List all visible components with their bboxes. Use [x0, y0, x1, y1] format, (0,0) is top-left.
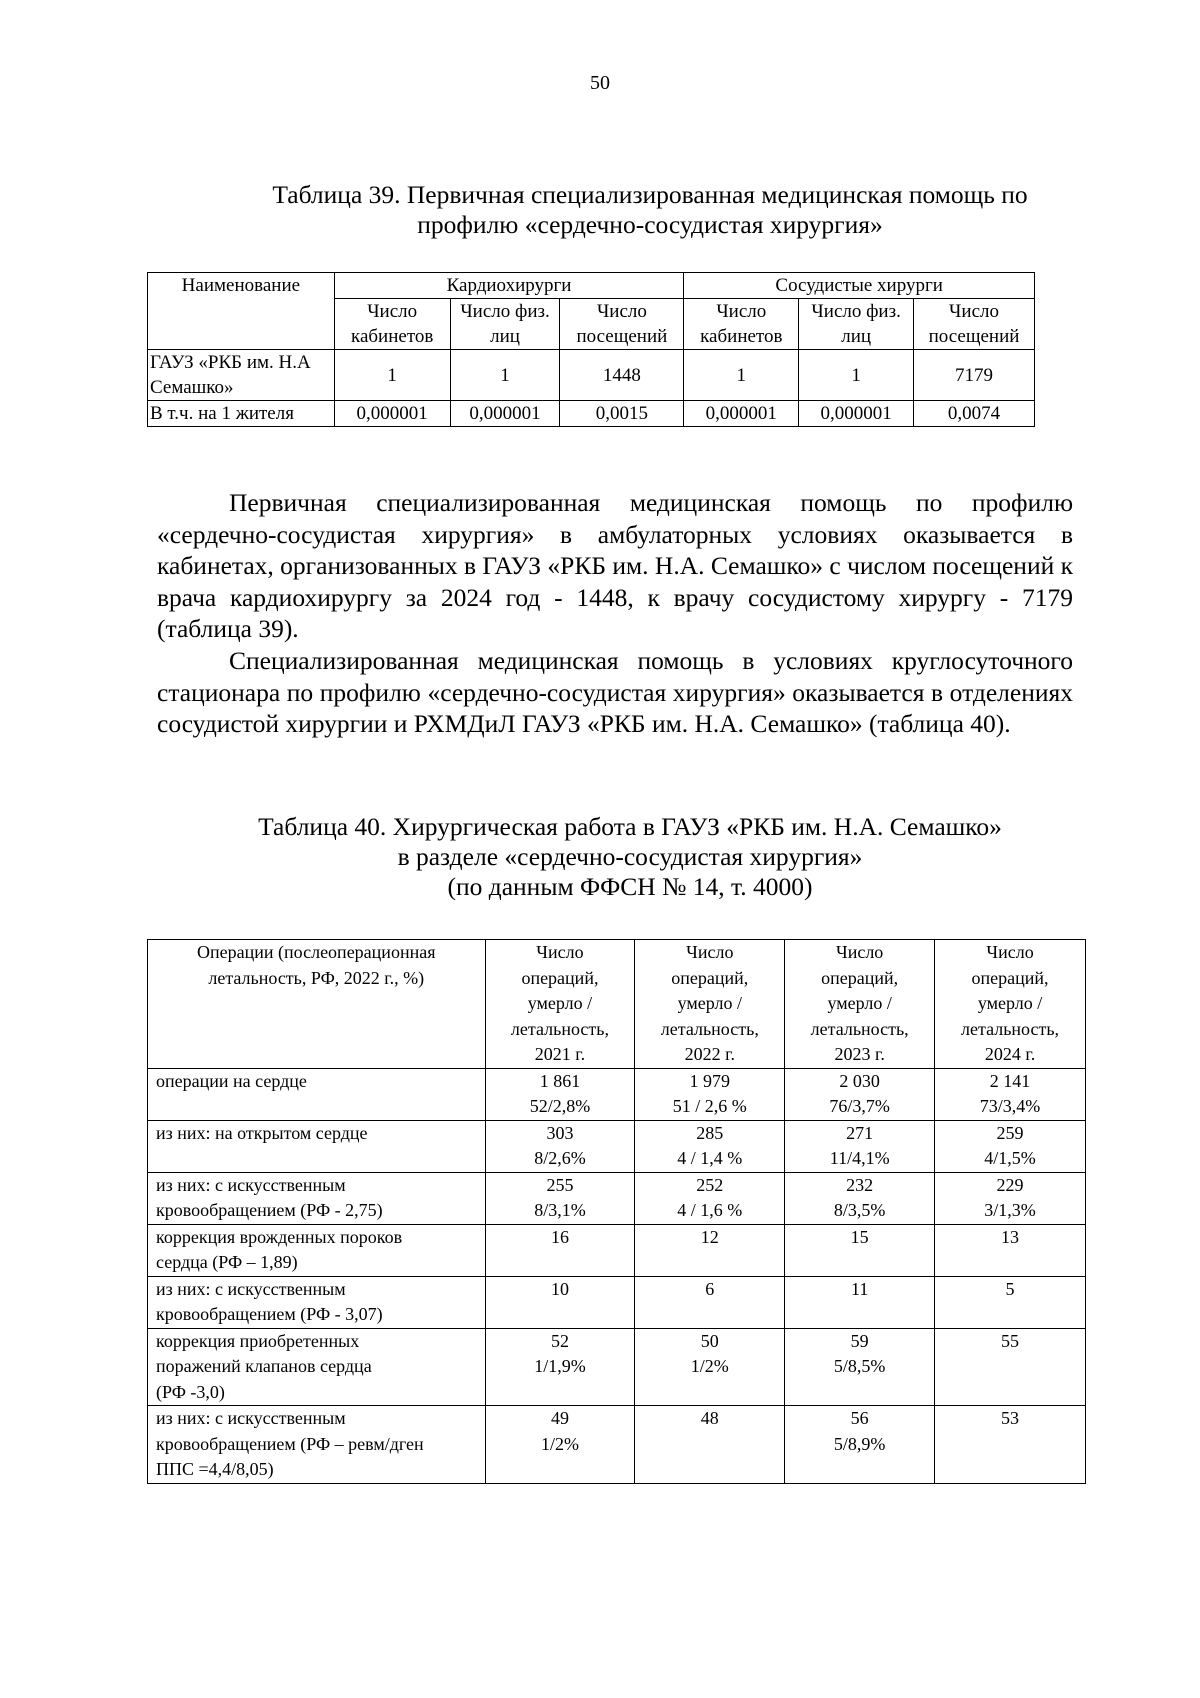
table-cell: 50 1/2% — [635, 1328, 785, 1406]
table-40-caption-line3: (по данным ФФСН № 14, т. 4000) — [447, 872, 813, 901]
table-39-header-vascular: Сосудистые хирурги — [684, 273, 1035, 299]
table-cell: 232 8/3,5% — [785, 1172, 935, 1224]
table-40-header-year: Число операций, умерло / летальность, 2022 г. — [635, 940, 785, 1069]
paragraph-2-text: Специализированная медицинская помощь в условиях круглосуточного стационара по профилю «сердечно-сосудистая хирургия» оказывается в отделениях сосудистой хирургии и РХМДиЛ ГАУЗ «РКБ им. Н.А. Семашко» (таблица 40). — [157, 646, 1073, 738]
table-40-header-year: Число операций, умерло / летальность, 2024 г. — [935, 940, 1086, 1069]
table-40 — [147, 939, 1086, 1484]
table-cell: 0,000001 — [799, 401, 914, 427]
table-cell: 0,0015 — [560, 401, 684, 427]
table-40-row-name: из них: с искусственным кровообращением (РФ - 3,07) — [148, 1276, 486, 1328]
table-39-caption-line1: Таблица 39. Первичная специализированная медицинская помощь по — [272, 180, 1028, 209]
table-39-header-cardio: Кардиохирурги — [334, 273, 684, 299]
table-row — [148, 1406, 1086, 1484]
table-39-header-name: Наименование — [148, 273, 335, 350]
table-cell: 48 — [635, 1406, 785, 1484]
table-39 — [147, 272, 1035, 427]
table-cell: 1448 — [560, 350, 684, 401]
table-cell: 6 — [635, 1276, 785, 1328]
table-cell: 53 — [935, 1406, 1086, 1484]
table-cell: 55 — [935, 1328, 1086, 1406]
table-row — [148, 1068, 1086, 1120]
table-cell: 252 4 / 1,6 % — [635, 1172, 785, 1224]
table-row — [148, 1172, 1086, 1224]
table-39-row-name: В т.ч. на 1 жителя — [148, 401, 335, 427]
table-cell: 303 8/2,6% — [485, 1120, 635, 1172]
table-cell: 56 5/8,9% — [785, 1406, 935, 1484]
table-39-subheader: Число кабинетов — [684, 299, 799, 350]
table-cell: 59 5/8,5% — [785, 1328, 935, 1406]
table-40-row-name: из них: с искусственным кровообращением (РФ – ревм/дген ППС =4,4/8,05) — [148, 1406, 486, 1484]
paragraph-1 — [157, 487, 1073, 645]
table-cell: 15 — [785, 1224, 935, 1276]
table-cell: 10 — [485, 1276, 635, 1328]
table-40-row-name: операции на сердце — [148, 1068, 486, 1120]
table-row — [148, 350, 1035, 401]
table-cell: 255 8/3,1% — [485, 1172, 635, 1224]
table-39-subheader: Число физ. лиц — [799, 299, 914, 350]
table-40-caption-line1: Таблица 40. Хирургическая работа в ГАУЗ «РКБ им. Н.А. Семашко» — [258, 812, 1002, 841]
table-cell: 0,000001 — [450, 401, 560, 427]
table-row — [148, 1276, 1086, 1328]
table-cell: 271 11/4,1% — [785, 1120, 935, 1172]
table-cell: 1 — [799, 350, 914, 401]
table-cell: 12 — [635, 1224, 785, 1276]
table-cell: 1 — [334, 350, 450, 401]
table-cell: 1 979 51 / 2,6 % — [635, 1068, 785, 1120]
table-cell: 1 — [684, 350, 799, 401]
table-row — [148, 401, 1035, 427]
table-39-subheader: Число посещений — [914, 299, 1035, 350]
table-cell: 2 141 73/3,4% — [935, 1068, 1086, 1120]
table-cell: 13 — [935, 1224, 1086, 1276]
table-cell: 285 4 / 1,4 % — [635, 1120, 785, 1172]
table-40-header-year: Число операций, умерло / летальность, 2023 г. — [785, 940, 935, 1069]
table-cell: 1 861 52/2,8% — [485, 1068, 635, 1120]
table-row — [148, 1120, 1086, 1172]
table-39-subheader: Число посещений — [560, 299, 684, 350]
table-cell: 11 — [785, 1276, 935, 1328]
table-40-caption — [140, 812, 1120, 902]
table-39-caption — [230, 180, 1070, 240]
table-cell: 0,000001 — [334, 401, 450, 427]
table-40-row-name: коррекция приобретенных поражений клапанов сердца (РФ -3,0) — [148, 1328, 486, 1406]
table-39-subheader: Число кабинетов — [334, 299, 450, 350]
table-cell: 16 — [485, 1224, 635, 1276]
table-39-row-name: ГАУЗ «РКБ им. Н.А Семашко» — [148, 350, 335, 401]
table-cell: 259 4/1,5% — [935, 1120, 1086, 1172]
table-cell: 1 — [450, 350, 560, 401]
table-39-subheader: Число физ. лиц — [450, 299, 560, 350]
table-cell: 49 1/2% — [485, 1406, 635, 1484]
table-row — [148, 1224, 1086, 1276]
page-number: 50 — [590, 72, 610, 94]
table-cell: 2 030 76/3,7% — [785, 1068, 935, 1120]
table-40-row-name: из них: с искусственным кровообращением (РФ - 2,75) — [148, 1172, 486, 1224]
table-cell: 7179 — [914, 350, 1035, 401]
paragraph-1-text: Первичная специализированная медицинская помощь по профилю «сердечно-сосудистая хирургия» в амбулаторных условиях оказывается в кабинетах, организованных в ГАУЗ «РКБ им. Н.А. Семашко» с числом посещений к врача кардиохирургу за 2024 год - 1448, к врачу сосудистому хирургу - 7179 (таблица 39). — [157, 488, 1074, 643]
table-cell: 0,000001 — [684, 401, 799, 427]
table-cell: 52 1/1,9% — [485, 1328, 635, 1406]
table-40-row-name: из них: на открытом сердце — [148, 1120, 486, 1172]
table-row — [148, 1328, 1086, 1406]
table-cell: 0,0074 — [914, 401, 1035, 427]
table-40-caption-line2: в разделе «сердечно-сосудистая хирургия» — [397, 842, 863, 871]
table-40-row-name: коррекция врожденных пороков сердца (РФ – 1,89) — [148, 1224, 486, 1276]
table-40-header-year: Число операций, умерло / летальность, 2021 г. — [485, 940, 635, 1069]
table-cell: 5 — [935, 1276, 1086, 1328]
paragraph-2 — [157, 645, 1073, 740]
table-39-caption-line2: профилю «сердечно-сосудистая хирургия» — [417, 210, 883, 239]
table-40-header-name: Операции (послеоперационная летальность, РФ, 2022 г., %) — [148, 940, 486, 1069]
table-cell: 229 3/1,3% — [935, 1172, 1086, 1224]
